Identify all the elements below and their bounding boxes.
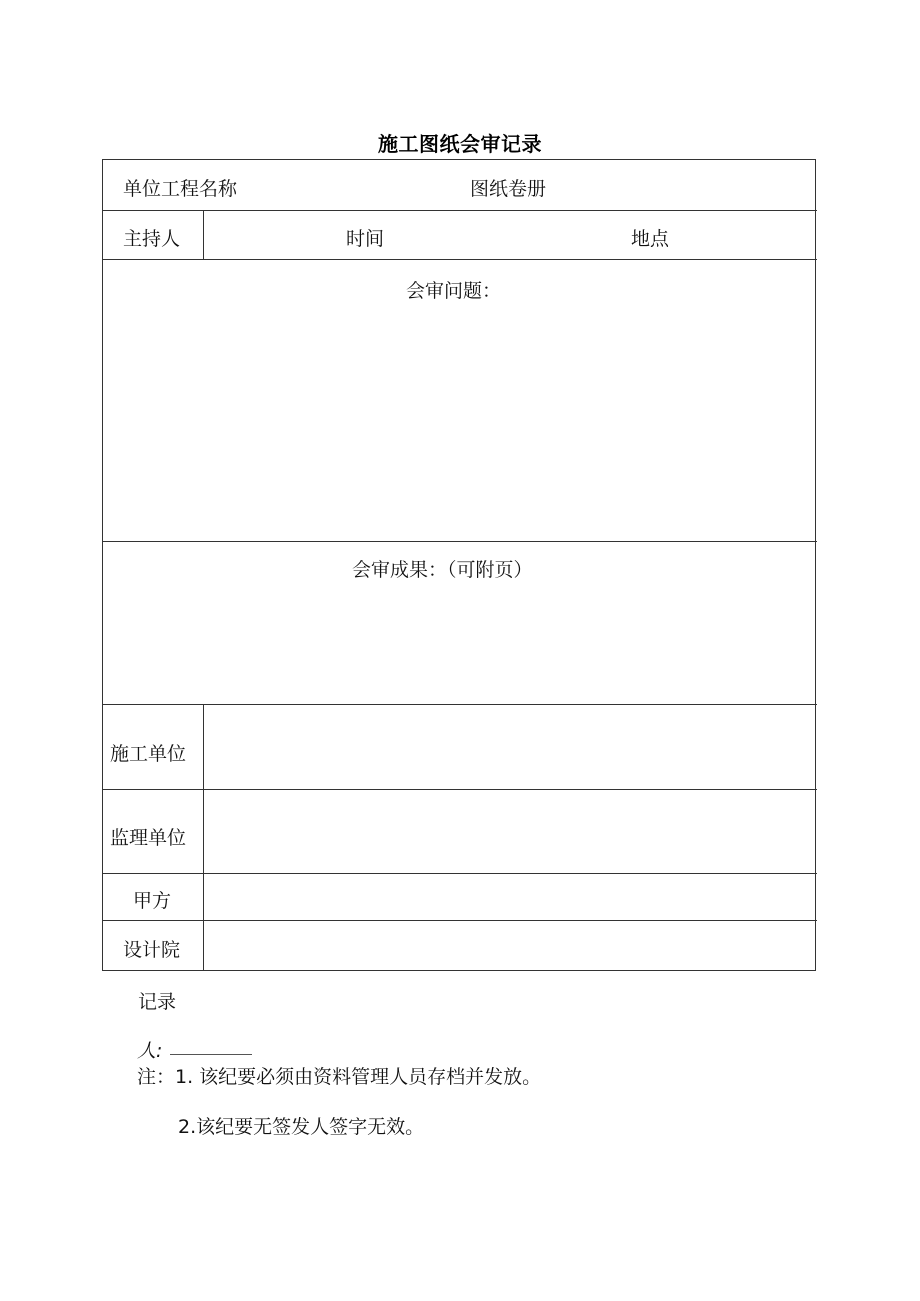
volume-field[interactable] [560, 168, 810, 202]
issues-textarea[interactable] [110, 305, 810, 535]
row-divider [102, 704, 817, 705]
design-institute-signature-field[interactable] [210, 926, 810, 966]
recorder-signature-line[interactable] [170, 1054, 252, 1055]
row-divider [102, 210, 817, 211]
location-label: 地点 [631, 228, 670, 250]
volume-label: 图纸卷册 [470, 178, 547, 200]
page-title: 施工图纸会审记录 [378, 132, 542, 156]
note-1: 注：1. 该纪要必须由资料管理人员存档并发放。 [137, 1066, 542, 1088]
row-divider [102, 541, 817, 542]
host-field[interactable] [210, 216, 340, 254]
column-divider [203, 210, 204, 259]
issues-label: 会审问题： [406, 280, 502, 302]
host-label: 主持人 [123, 228, 181, 250]
results-label: 会审成果：（可附页） [352, 559, 533, 581]
owner-signature-field[interactable] [210, 878, 810, 916]
time-field[interactable] [392, 216, 622, 254]
party-label-owner: 甲方 [133, 890, 172, 912]
recorder-label-line1: 记录 [138, 991, 177, 1013]
row-divider [102, 920, 817, 921]
recorder-label-line2: 人: [137, 1040, 163, 1062]
results-textarea[interactable] [110, 585, 810, 698]
column-divider [203, 704, 204, 971]
row-divider [102, 873, 817, 874]
row-divider [102, 789, 817, 790]
construction-signature-field[interactable] [210, 710, 810, 784]
party-label-supervision: 监理单位 [110, 827, 187, 849]
party-label-design-institute: 设计院 [123, 939, 181, 961]
party-label-construction: 施工单位 [110, 743, 187, 765]
supervision-signature-field[interactable] [210, 795, 810, 868]
time-label: 时间 [346, 228, 385, 250]
project-name-field[interactable] [262, 168, 458, 202]
row-divider [102, 259, 817, 260]
note-2: 2.该纪要无签发人签字无效。 [178, 1116, 425, 1138]
project-name-label: 单位工程名称 [123, 178, 238, 200]
location-field[interactable] [677, 216, 810, 254]
